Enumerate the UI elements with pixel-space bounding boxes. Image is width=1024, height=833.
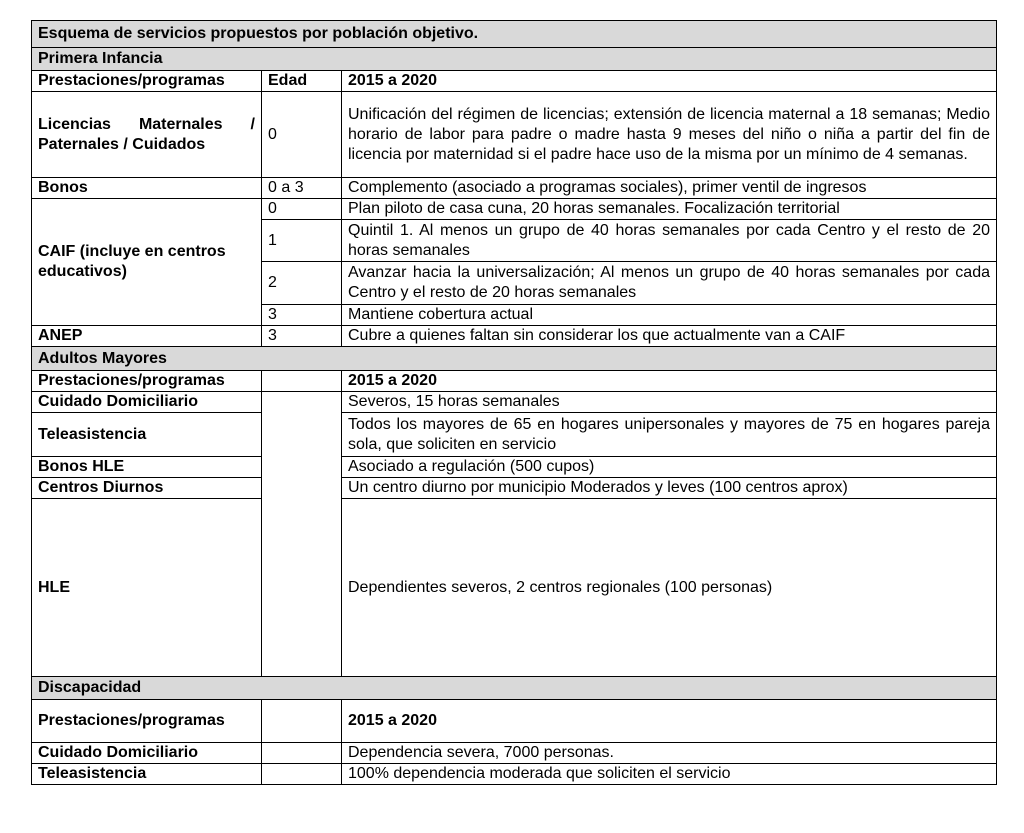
section-row-adultos-mayores: [32, 347, 997, 371]
age-merged-empty: [262, 392, 342, 677]
desc-bonos-hle: Asociado a regulación (500 cupos): [342, 457, 997, 478]
age-caif-2: 2: [262, 262, 342, 305]
services-scheme-table: [31, 20, 997, 785]
table-row-cuidado-domiciliario-disc: [32, 743, 997, 764]
table-row-bonos-hle: [32, 457, 997, 478]
table-title: Esquema de servicios propuestos por población objetivo.: [32, 21, 997, 48]
section-row-discapacidad: [32, 677, 997, 700]
header-row-discapacidad: [32, 700, 997, 743]
desc-licencias: Unificación del régimen de licencias; extensión de licencia maternal a 18 semanas; Medio horario de labor para padre o madre hasta 9 meses del niño o niña a partir del fin de licencia por maternidad si el padre hace uso de la misma por un mínimo de 4 semanas.: [342, 92, 997, 178]
table-row-teleasistencia-disc: [32, 764, 997, 785]
section-heading-primera-infancia: Primera Infancia: [32, 48, 997, 71]
desc-cuidado-domiciliario-disc: Dependencia severa, 7000 personas.: [342, 743, 997, 764]
age-caif-3: 3: [262, 305, 342, 326]
desc-teleasistencia-disc: 100% dependencia moderada que soliciten el servicio: [342, 764, 997, 785]
desc-caif-0: Plan piloto de casa cuna, 20 horas semanales. Focalización territorial: [342, 199, 997, 220]
program-centros-diurnos: Centros Diurnos: [32, 478, 262, 499]
table-row-teleasistencia: [32, 413, 997, 457]
age-caif-0: 0: [262, 199, 342, 220]
table-row-hle: [32, 499, 997, 677]
header-age-empty: [262, 700, 342, 743]
program-bonos: Bonos: [32, 178, 262, 199]
program-teleasistencia: Teleasistencia: [32, 413, 262, 457]
header-period: 2015 a 2020: [342, 700, 997, 743]
desc-centros-diurnos: Un centro diurno por municipio Moderados y leves (100 centros aprox): [342, 478, 997, 499]
header-age-empty: [262, 371, 342, 392]
table-row-centros-diurnos: [32, 478, 997, 499]
table-row-caif-0: [32, 199, 997, 220]
header-age: Edad: [262, 71, 342, 92]
header-period: 2015 a 2020: [342, 71, 997, 92]
age-licencias: 0: [262, 92, 342, 178]
table-title-row: [32, 21, 997, 48]
header-row-adultos-mayores: [32, 371, 997, 392]
age-caif-1: 1: [262, 220, 342, 262]
program-caif: CAIF (incluye en centros educativos): [32, 199, 262, 326]
table-row-bonos: [32, 178, 997, 199]
table-row-anep: [32, 326, 997, 347]
age-empty: [262, 764, 342, 785]
desc-teleasistencia: Todos los mayores de 65 en hogares unipersonales y mayores de 75 en hogares pareja sola, que soliciten en servicio: [342, 413, 997, 457]
program-cuidado-domiciliario: Cuidado Domiciliario: [32, 392, 262, 413]
table-row-cuidado-domiciliario: [32, 392, 997, 413]
header-period: 2015 a 2020: [342, 371, 997, 392]
age-anep: 3: [262, 326, 342, 347]
header-program: Prestaciones/programas: [32, 71, 262, 92]
table-row-licencias: [32, 92, 997, 178]
desc-caif-1: Quintil 1. Al menos un grupo de 40 horas semanales por cada Centro y el resto de 20 horas semanales: [342, 220, 997, 262]
section-row-primera-infancia: [32, 48, 997, 71]
desc-cuidado-domiciliario: Severos, 15 horas semanales: [342, 392, 997, 413]
program-cuidado-domiciliario-disc: Cuidado Domiciliario: [32, 743, 262, 764]
desc-hle: Dependientes severos, 2 centros regionales (100 personas): [342, 499, 997, 677]
header-program: Prestaciones/programas: [32, 371, 262, 392]
header-row-primera-infancia: [32, 71, 997, 92]
age-empty: [262, 743, 342, 764]
desc-anep: Cubre a quienes faltan sin considerar los que actualmente van a CAIF: [342, 326, 997, 347]
desc-bonos: Complemento (asociado a programas sociales), primer ventil de ingresos: [342, 178, 997, 199]
desc-caif-3: Mantiene cobertura actual: [342, 305, 997, 326]
program-anep: ANEP: [32, 326, 262, 347]
desc-caif-2: Avanzar hacia la universalización; Al menos un grupo de 40 horas semanales por cada Centro y el resto de 20 horas semanales: [342, 262, 997, 305]
program-hle: HLE: [32, 499, 262, 677]
program-bonos-hle: Bonos HLE: [32, 457, 262, 478]
age-bonos: 0 a 3: [262, 178, 342, 199]
program-teleasistencia-disc: Teleasistencia: [32, 764, 262, 785]
program-licencias: Licencias Maternales / Paternales / Cuidados: [32, 92, 262, 178]
header-program: Prestaciones/programas: [32, 700, 262, 743]
section-heading-discapacidad: Discapacidad: [32, 677, 997, 700]
section-heading-adultos-mayores: Adultos Mayores: [32, 347, 997, 371]
